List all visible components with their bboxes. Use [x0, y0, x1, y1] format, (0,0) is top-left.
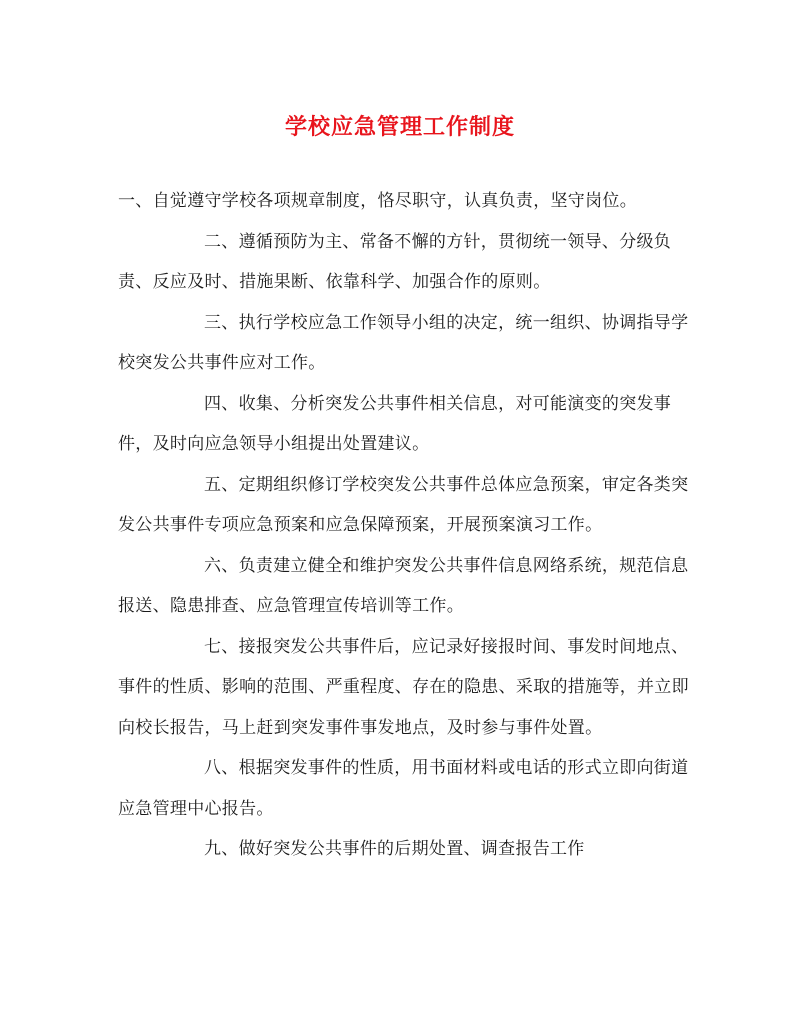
paragraph-1: 一、自觉遵守学校各项规章制度，恪尽职守，认真负责，坚守岗位。	[118, 191, 637, 211]
paragraph-6: 六、负责建立健全和维护突发公共事件信息网络系统，规范信息报送、隐患排查、应急管理宣传培训等工作。	[118, 555, 689, 616]
paragraph-2: 二、遵循预防为主、常备不懈的方针，贯彻统一领导、分级负责、反应及时、措施果断、依靠科学、加强合作的原则。	[118, 231, 672, 292]
document-body	[118, 181, 690, 870]
paragraph-7: 七、接报突发公共事件后，应记录好接报时间、事发时间地点、事件的性质、影响的范围、严重程度、存在的隐患、采取的措施等，并立即向校长报告，马上赶到突发事件事发地点，及时参与事件处置。	[118, 636, 689, 738]
document-title: 学校应急管理工作制度	[284, 114, 515, 140]
paragraph-3: 三、执行学校应急工作领导小组的决定，统一组织、协调指导学校突发公共事件应对工作。	[118, 312, 689, 373]
paragraph-8: 八、根据突发事件的性质，用书面材料或电话的形式立即向街道应急管理中心报告。	[118, 758, 689, 819]
paragraph-4: 四、收集、分析突发公共事件相关信息，对可能演变的突发事件，及时向应急领导小组提出处置建议。	[118, 393, 672, 454]
paragraph-9: 九、做好突发公共事件的后期处置、调查报告工作	[204, 839, 585, 859]
paragraph-5: 五、定期组织修订学校突发公共事件总体应急预案，审定各类突发公共事件专项应急预案和应急保障预案，开展预案演习工作。	[118, 474, 689, 535]
